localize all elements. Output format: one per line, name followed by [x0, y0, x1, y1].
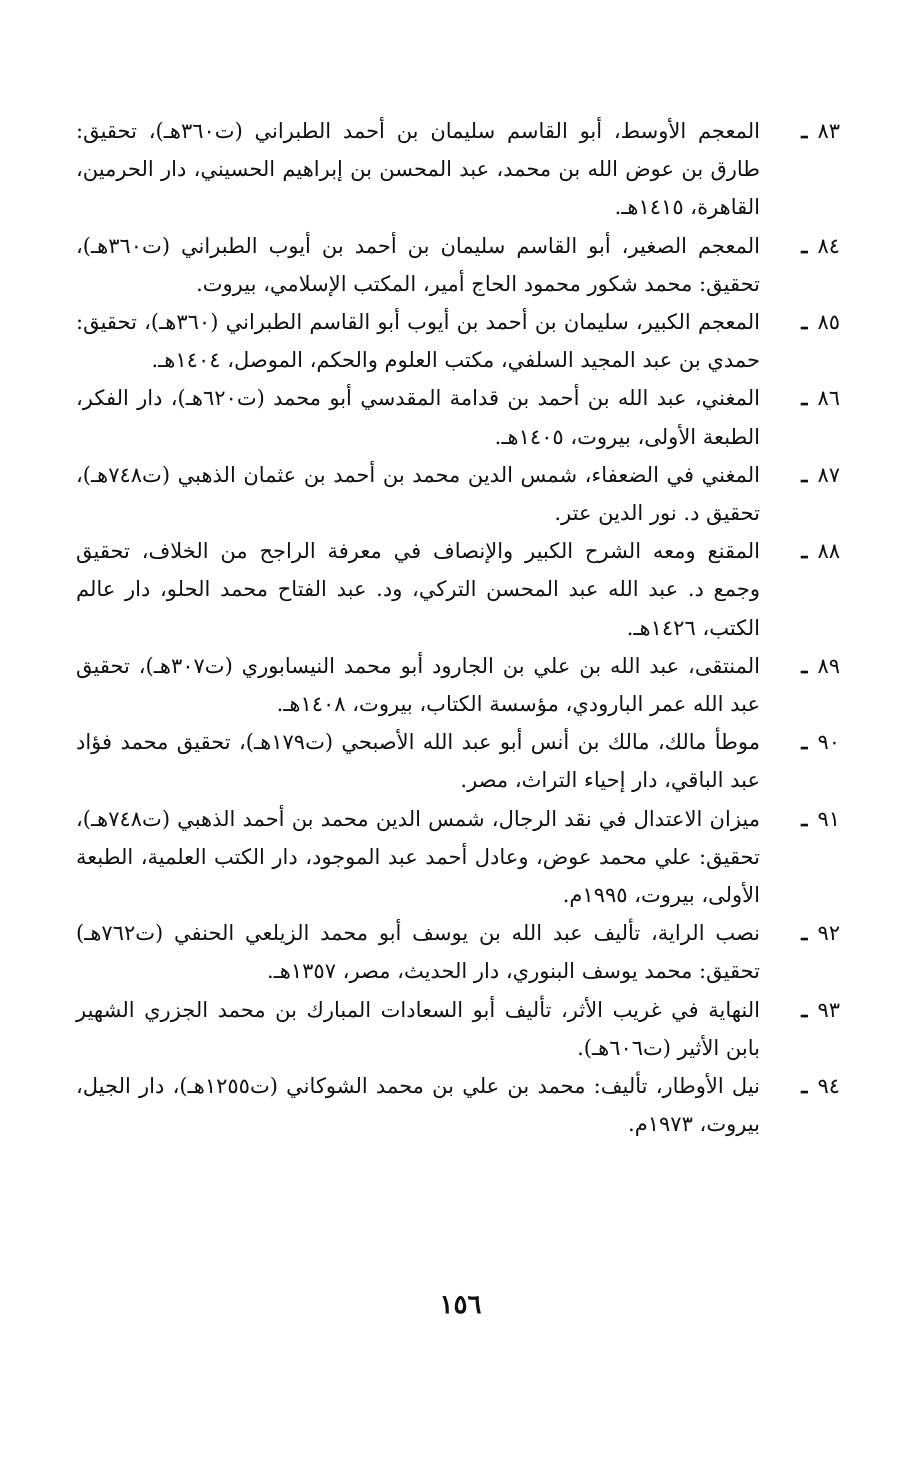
entry-dash: ـ — [801, 461, 808, 487]
bibliography-entry — [76, 456, 840, 532]
entry-number-value: ٩١ — [817, 806, 840, 831]
entry-text: المعجم الأوسط، أبو القاسم سليمان بن أحمد الطبراني (ت٣٦٠هـ)، تحقيق: طارق بن عوض الله بن محمد، عبد المحسن بن إبراهيم الحسيني، دار الحرمين، القاهرة، ١٤١٥هـ. — [76, 119, 760, 220]
entry-dash: ـ — [801, 1073, 808, 1099]
entry-text: المنتقى، عبد الله بن علي بن الجارود أبو محمد النيسابوري (ت٣٠٧هـ)، تحقيق عبد الله عمر البارودي، مؤسسة الكتاب، بيروت، ١٤٠٨هـ. — [76, 653, 761, 717]
entry-number — [766, 227, 840, 265]
entry-dash: ـ — [801, 309, 808, 335]
entry-dash: ـ — [801, 118, 808, 143]
entry-dash: ـ — [801, 385, 808, 411]
entry-number — [766, 532, 840, 570]
bibliography-entry — [76, 914, 840, 990]
entry-number-value: ٩٣ — [817, 997, 840, 1022]
entry-number-value: ٨٧ — [817, 462, 840, 487]
entry-number-value: ٨٣ — [817, 119, 840, 143]
bibliography-list — [76, 112, 840, 1143]
entry-dash: ـ — [801, 729, 808, 755]
entry-text: نيل الأوطار، تأليف: محمد بن علي بن محمد الشوكاني (ت١٢٥٥هـ)، دار الجيل، بيروت، ١٩٧٣م. — [76, 1074, 761, 1137]
entry-text: المغني في الضعفاء، شمس الدين محمد بن أحمد بن عثمان الذهبي (ت٧٤٨هـ)، تحقيق د. نور الدين عتر. — [76, 462, 760, 526]
entry-dash: ـ — [801, 652, 808, 678]
entry-number-value: ٩٤ — [817, 1074, 840, 1099]
entry-text: المعجم الكبير، سليمان بن أحمد بن أيوب أبو القاسم الطبراني (٣٦٠هـ)، تحقيق: حمدي بن عبد المجيد السلفي، مكتب العلوم والحكم، الموصل، ١٤٠٤هـ. — [76, 310, 760, 373]
bibliography-entry — [76, 379, 840, 455]
entry-number — [766, 112, 840, 150]
entry-number — [766, 723, 840, 761]
entry-text: موطأ مالك، مالك بن أنس أبو عبد الله الأصبحي (ت١٧٩هـ)، تحقيق محمد فؤاد عبد الباقي، دار إحياء التراث، مصر. — [76, 730, 760, 793]
bibliography-entry — [76, 1067, 840, 1143]
bibliography-entry — [76, 723, 840, 799]
entry-dash: ـ — [801, 232, 808, 258]
entry-number — [766, 379, 840, 417]
entry-text: المعجم الصغير، أبو القاسم سليمان بن أحمد بن أيوب الطبراني (ت٣٦٠هـ)، تحقيق: محمد شكور محمود الحاج أمير، المكتب الإسلامي، بيروت. — [76, 233, 760, 296]
entry-dash: ـ — [801, 805, 808, 831]
entry-dash: ـ — [801, 920, 808, 946]
entry-dash: ـ — [801, 538, 808, 564]
entry-number — [766, 1067, 840, 1105]
entry-number-value: ٨٤ — [817, 233, 840, 258]
entry-number-value: ٨٥ — [817, 310, 840, 335]
bibliography-entry — [76, 647, 840, 723]
entry-number — [766, 991, 840, 1029]
bibliography-entry — [76, 112, 840, 227]
entry-text: ميزان الاعتدال في نقد الرجال، شمس الدين محمد بن أحمد الذهبي (ت٧٤٨هـ)، تحقيق: علي محمد عوض، وعادل أحمد عبد الموجود، دار الكتب العلمية، الطبعة الأولى، بيروت، ١٩٩٥م. — [76, 806, 760, 908]
entry-number-value: ٩٠ — [817, 730, 840, 755]
entry-text: النهاية في غريب الأثر، تأليف أبو السعادات المبارك بن محمد الجزري الشهير بابن الأثير (ت٦٠٦هـ). — [76, 997, 760, 1060]
entry-text: المقنع ومعه الشرح الكبير والإنصاف في معرفة الراجح من الخلاف، تحقيق وجمع د. عبد الله عبد المحسن التركي، ود. عبد الفتاح محمد الحلو، دار عالم الكتب، ١٤٢٦هـ. — [76, 539, 760, 640]
entry-number — [766, 456, 840, 494]
entry-number — [766, 914, 840, 952]
bibliography-entry — [76, 991, 840, 1067]
bibliography-entry — [76, 800, 840, 915]
entry-text: المغني، عبد الله بن أحمد بن قدامة المقدسي أبو محمد (ت٦٢٠هـ)، دار الفكر، الطبعة الأولى، بيروت، ١٤٠٥هـ. — [76, 386, 760, 449]
entry-number-value: ٨٨ — [817, 539, 840, 564]
bibliography-entry — [76, 227, 840, 303]
page-number: ١٥٦ — [439, 1290, 482, 1320]
entry-number-value: ٩٢ — [817, 921, 840, 946]
entry-dash: ـ — [801, 996, 808, 1022]
entry-text: نصب الراية، تأليف عبد الله بن يوسف أبو محمد الزيلعي الحنفي (ت٧٦٢هـ) تحقيق: محمد يوسف البنوري، دار الحديث، مصر، ١٣٥٧هـ. — [76, 921, 760, 984]
entry-number-value: ٨٦ — [817, 386, 840, 411]
entry-number-value: ٨٩ — [817, 653, 840, 678]
bibliography-entry — [76, 532, 840, 647]
entry-number — [766, 303, 840, 341]
bibliography-entry — [76, 303, 840, 379]
entry-number — [766, 647, 840, 685]
entry-number — [766, 800, 840, 838]
